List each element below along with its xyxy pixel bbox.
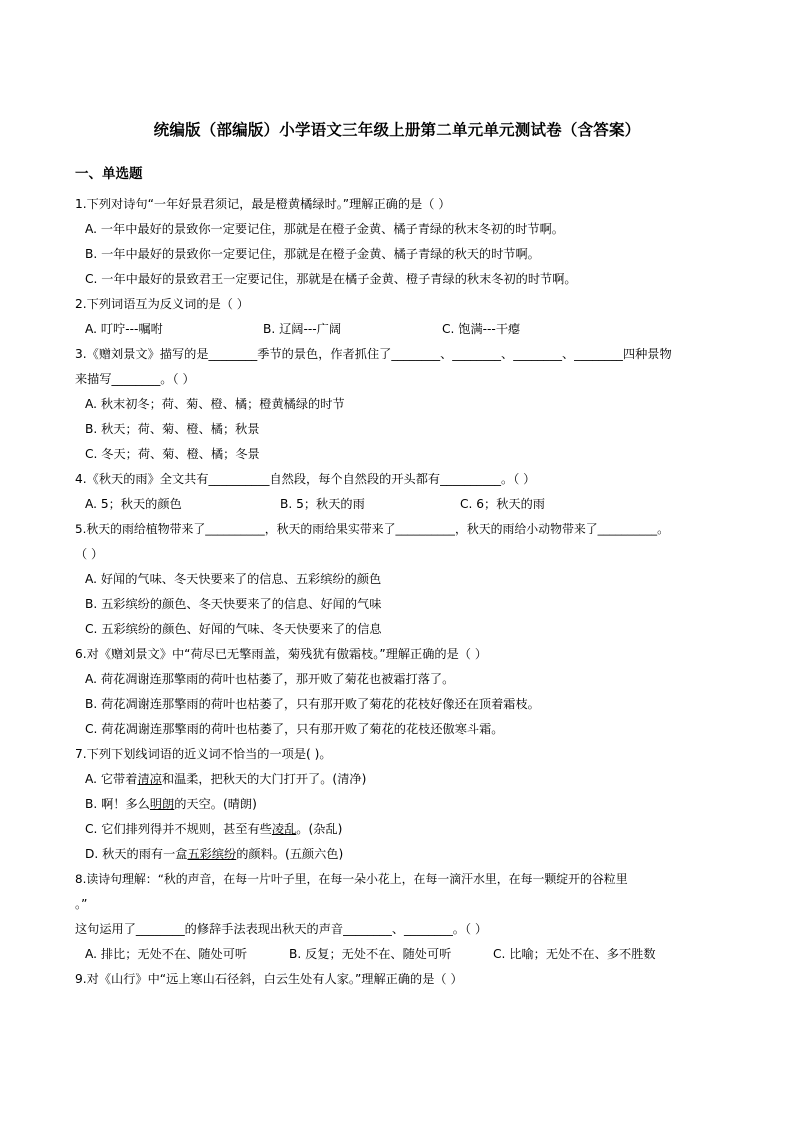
question-6-option-a[interactable]: A. 荷花凋谢连那擎雨的荷叶也枯萎了，那开败了菊花也被霜打落了。 [85, 672, 455, 686]
option-text: 的颜料。(五颜六色) [236, 847, 344, 861]
question-5-stem-line1: 5.秋天的雨给植物带来了__________，秋天的雨给果实带来了__________，秋天的雨给小动物带来了__________。 [75, 522, 669, 536]
question-8-stem-line3: 这句运用了________的修辞手法表现出秋天的声音________、________。（ ） [75, 922, 488, 936]
option-text: 。(杂乱) [296, 822, 343, 836]
question-1-option-b[interactable]: B. 一年中最好的景致你一定要记住，那就是在橙子金黄、橘子青绿的秋天的时节啊。 [85, 247, 540, 261]
question-1-option-a[interactable]: A. 一年中最好的景致你一定要记住，那就是在橙子金黄、橘子青绿的秋末冬初的时节啊。 [85, 222, 564, 236]
option-text: 的天空。(晴朗) [174, 797, 257, 811]
question-8-stem-line2: 。” [75, 897, 88, 911]
question-5-option-a[interactable]: A. 好闻的气味、冬天快要来了的信息、五彩缤纷的颜色 [85, 572, 382, 586]
question-8-option-a[interactable]: A. 排比；无处不在、随处可听 [85, 947, 248, 961]
question-7-option-d[interactable] [85, 846, 343, 862]
question-5-option-c[interactable]: C. 五彩缤纷的颜色、好闻的气味、冬天快要来了的信息 [85, 622, 382, 636]
underlined-word: 凌乱 [271, 822, 297, 836]
question-1-stem: 1.下列对诗句“一年好景君须记，最是橙黄橘绿时。”理解正确的是（ ） [75, 197, 451, 211]
question-4-option-c[interactable]: C. 6；秋天的雨 [460, 497, 545, 511]
question-3-stem-line1: 3.《赠刘景文》描写的是________季节的景色，作者抓住了________、________、________、________四种景物 [75, 347, 672, 361]
question-7-option-a[interactable] [85, 771, 366, 787]
question-8-option-b[interactable]: B. 反复；无处不在、随处可听 [289, 947, 452, 961]
option-text: D. 秋天的雨有一盒 [85, 847, 188, 861]
question-7-option-b[interactable] [85, 796, 257, 812]
question-7-option-c[interactable] [85, 821, 342, 837]
underlined-word: 五彩缤纷 [187, 847, 237, 861]
question-4-stem: 4.《秋天的雨》全文共有__________自然段，每个自然段的开头都有__________。（ ） [75, 472, 536, 486]
question-2-stem: 2.下列词语互为反义词的是（ ） [75, 297, 249, 311]
question-9-stem: 9.对《山行》中“远上寒山石径斜，白云生处有人家。”理解正确的是（ ） [75, 972, 463, 986]
underlined-word: 清凉 [137, 772, 162, 786]
option-text: C. 它们排列得并不规则，甚至有些 [85, 822, 272, 836]
question-3-option-a[interactable]: A. 秋末初冬；荷、菊、橙、橘；橙黄橘绿的时节 [85, 397, 345, 411]
option-text: B. 啊！多么 [85, 797, 150, 811]
question-8-stem-line1: 8.读诗句理解：“秋的声音，在每一片叶子里，在每一朵小花上，在每一滴汗水里，在每一颗绽开的谷粒里 [75, 872, 628, 886]
section-heading: 一、单选题 [75, 166, 143, 182]
question-2-option-b[interactable]: B. 辽阔---广阔 [263, 322, 342, 336]
option-text: A. 它带着 [85, 772, 138, 786]
question-6-option-b[interactable]: B. 荷花凋谢连那擎雨的荷叶也枯萎了，只有那开败了菊花的花枝好像还在顶着霜枝。 [85, 697, 540, 711]
question-3-option-b[interactable]: B. 秋天；荷、菊、橙、橘；秋景 [85, 422, 260, 436]
question-6-stem: 6.对《赠刘景文》中“荷尽已无擎雨盖，菊残犹有傲霜枝。”理解正确的是（ ） [75, 647, 488, 661]
question-8-option-c[interactable]: C. 比喻；无处不在、多不胜数 [493, 947, 656, 961]
question-2-option-c[interactable]: C. 饱满---干瘪 [442, 322, 521, 336]
question-5-stem-line2: （ ） [75, 547, 104, 561]
question-6-option-c[interactable]: C. 荷花凋谢连那擎雨的荷叶也枯萎了，只有那开败了菊花的花枝还傲寒斗霜。 [85, 722, 504, 736]
underlined-word: 明朗 [149, 797, 175, 811]
question-3-stem-line2: 来描写________。（ ） [75, 372, 195, 386]
question-3-option-c[interactable]: C. 冬天；荷、菊、橙、橘；冬景 [85, 447, 260, 461]
question-2-option-a[interactable]: A. 叮咛---嘱咐 [85, 322, 163, 336]
document-title: 统编版（部编版）小学语文三年级上册第二单元单元测试卷（含答案） [153, 121, 641, 139]
question-7-stem: 7.下列下划线词语的近义词不恰当的一项是( )。 [75, 747, 332, 761]
question-1-option-c[interactable]: C. 一年中最好的景致君王一定要记住，那就是在橘子金黄、橙子青绿的秋末冬初的时节啊。 [85, 272, 577, 286]
option-text: 和温柔，把秋天的大门打开了。(清净) [161, 772, 367, 786]
question-5-option-b[interactable]: B. 五彩缤纷的颜色、冬天快要来了的信息、好闻的气味 [85, 597, 382, 611]
question-4-option-b[interactable]: B. 5；秋天的雨 [280, 497, 365, 511]
question-4-option-a[interactable]: A. 5；秋天的颜色 [85, 497, 182, 511]
